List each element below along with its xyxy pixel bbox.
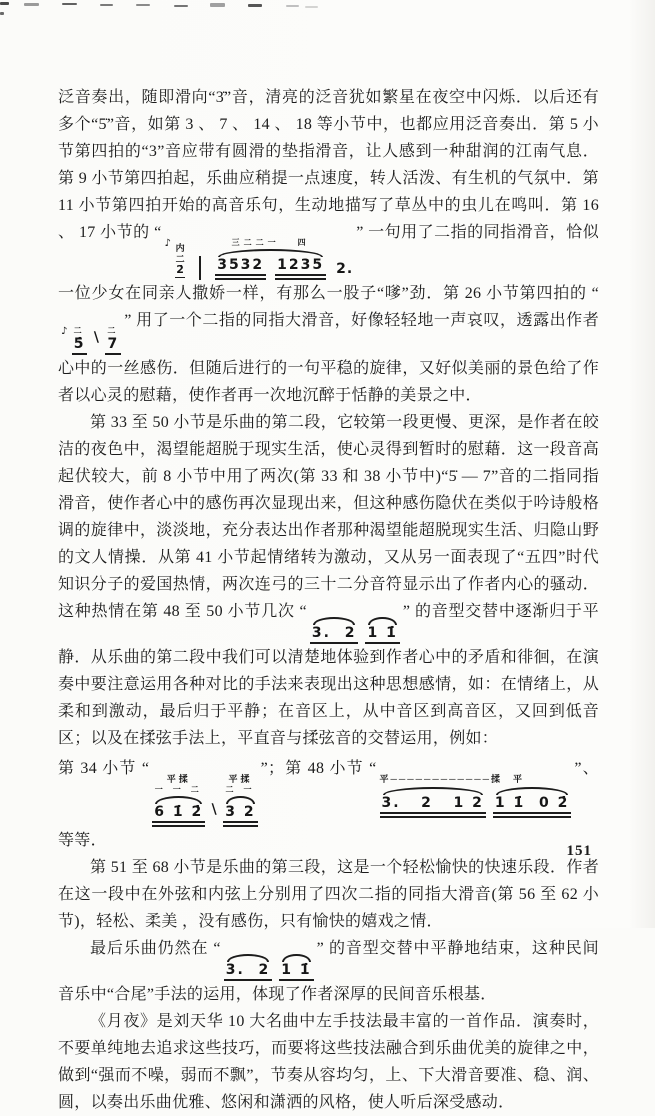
notation-notes: 3 2: [223, 805, 257, 823]
beam-line: [493, 815, 571, 818]
note-chunks: [223, 805, 257, 827]
notation-row: [61, 327, 121, 355]
notation-group: [310, 617, 359, 644]
notation-group: [152, 775, 205, 828]
text-run: 泛音奏出，随即滑向“3̇”音，清亮的泛音犹如繁星在夜空中闪烁．以后还有多个“5̇”音，如第 3 、 7 、 14 、 18 等小节中，也都应用泛音奏出．第 5 小节第四拍的“3”音应带有圆滑的垫指滑音，让人感到一种甜润的江南气息．第 9 小节第四拍起，乐曲应稍提一点速度，转人活泼、有生机的气氛中．第 11 小节第四拍开始的高音乐句，生动地描写了草丛中的虫儿在鸣叫．第 16 、 17 小节的 “: [58, 89, 599, 241]
scan-artifact: [174, 5, 188, 7]
scan-artifact: [210, 3, 225, 7]
beam-line: [215, 277, 266, 280]
notation-row: [224, 954, 314, 981]
grace-note-icon: ♪: [61, 325, 68, 337]
notation-row: [152, 775, 257, 828]
slur-arc: [226, 796, 254, 804]
fingering-marks: 二: [73, 325, 86, 335]
notation-row: [165, 239, 354, 280]
notation-chunk: [152, 805, 205, 827]
beam-line: [380, 815, 486, 818]
notation-chunk: [380, 796, 486, 818]
note-chunks: [215, 258, 326, 280]
music-notation: [61, 327, 121, 355]
text-run: ”；第 48 小节 “: [260, 759, 377, 777]
string-finger-stack: [175, 243, 185, 279]
notation-note: 2.: [336, 260, 354, 277]
beam-line: [223, 824, 257, 827]
notation-row: [310, 617, 400, 644]
notation-group: [380, 787, 486, 818]
slur-arc: [282, 954, 310, 962]
music-notation: [152, 775, 257, 828]
music-notation: [224, 954, 314, 981]
music-notation: [380, 775, 572, 818]
slur-arc: [227, 954, 270, 962]
text-run: 最后乐曲仍然在 “: [90, 940, 221, 958]
scan-artifact: [0, 2, 9, 5]
stack-row: 2̇: [176, 263, 185, 277]
text-run: ” 用了一个二指的同指大滑音，好像轻轻地一声哀叹，透露出作者心中的一丝感伤．但随后进行的一句平稳的旋律，又好似美丽的景色给了作者以心灵的慰藉，使作者再一次地沉醉于恬静的美景之中．: [58, 311, 599, 404]
vibrato-label: 平────────────揉 平: [379, 773, 525, 784]
note-chunks: [279, 963, 313, 981]
scan-artifact: [286, 5, 299, 7]
notation-notes: 6 1̇ 2̇: [152, 805, 205, 823]
notation-group: [215, 239, 326, 280]
slide-down-mark: ∖: [91, 329, 102, 346]
note-chunks: [152, 805, 205, 827]
notation-chunk: [493, 796, 571, 818]
text-run: 第 34 小节 “: [58, 759, 150, 777]
note-chunks: [224, 963, 273, 981]
notation-notes: 3. 2: [224, 963, 273, 981]
notation-chunk: [223, 805, 257, 827]
text-body: [58, 84, 599, 1116]
scan-artifact: [248, 4, 262, 7]
notation-group: [493, 787, 571, 818]
paragraph: [58, 84, 599, 409]
slur-arc: [218, 249, 323, 257]
text-run: ” 的音型交替中逐渐归于平静．从乐曲的第二段中我们可以清楚地体验到作者心中的矛盾和徘徊，在演奏中要注意运用各种对比的手法来表现出这种思想感情，如：在情绪上，从柔和到激动，最后归于平静；在音区上，从中音区到高音区，又回到低音区；以及在揉弦手法上，平直音与揉弦音的交替运用，例如：: [58, 602, 599, 747]
note-chunks: [72, 337, 88, 355]
beam-line: [275, 277, 326, 280]
notation-chunk: [365, 626, 399, 644]
notation-group: [105, 327, 121, 355]
notation-notes: 3. 2: [310, 626, 359, 644]
notation-notes: 1 1̇ 0 2̇: [493, 796, 571, 814]
grace-note-icon: ♪: [164, 238, 172, 249]
paragraph: [58, 935, 599, 1008]
notation-chunk: [72, 337, 88, 355]
music-notation: [310, 617, 400, 644]
slur-arc: [313, 617, 356, 625]
notation-notes: 1 1̇: [365, 626, 399, 644]
notation-chunk: [224, 963, 273, 981]
notation-chunk: [105, 337, 121, 355]
vibrato-label: 平揉: [228, 773, 253, 784]
notation-group: [223, 775, 257, 828]
notation-row: [380, 787, 572, 818]
fingering-marks: 一 一 二: [154, 785, 203, 795]
fingering-marks: 二: [107, 325, 120, 335]
text-run: ” 的音型交替中平静地结束，这种民间音乐中“合尾”手法的运用，体现了作者深厚的民间音乐根基．: [58, 940, 599, 1004]
notation-chunk: [310, 626, 359, 644]
slide-down-mark: ∖: [209, 802, 220, 819]
scan-artifact: [62, 3, 77, 5]
stack-row: 二: [175, 253, 185, 264]
paragraph: [58, 409, 599, 752]
vibrato-label: 平揉: [166, 773, 191, 784]
notation-group: [365, 617, 399, 644]
text-run: ”、等等．: [58, 759, 599, 850]
slur-arc: [496, 787, 568, 795]
text-run: ” 一句用了二指的同指滑音，恰似一位少女在同亲人撒娇一样，有那么一股子“嗲”劲．第 26 小节第四拍的 “: [58, 224, 599, 302]
slur-arc: [155, 796, 202, 804]
notation-notes: 3532: [215, 258, 266, 276]
beam-line: [152, 824, 205, 827]
notation-notes: 3. 2 1 2: [380, 796, 486, 814]
slur-arc: [383, 787, 483, 795]
notation-chunk: [275, 258, 326, 280]
note-chunks: [365, 626, 399, 644]
notation-chunk: [215, 258, 266, 280]
scan-artifact: [305, 6, 318, 8]
scan-artifact: [0, 12, 4, 15]
scan-artifact: [100, 4, 113, 6]
notation-group: [72, 327, 88, 355]
text-run: 第 51 至 68 小节是乐曲的第三段，这是一个轻松愉快的快速乐段．作者在这一段中在外弦和内弦上分别用了四次二指的同指大滑音(第 56 至 62 小节)，轻松、柔美 ，没有感伤，只有愉快的嬉戏之情．: [58, 859, 599, 931]
barline: [199, 256, 201, 280]
slur-arc: [368, 617, 396, 625]
note-chunks: [105, 337, 121, 355]
page-number: 151: [566, 843, 592, 859]
notation-notes: 7: [105, 337, 121, 355]
scan-artifact: [24, 3, 39, 6]
paragraph: [58, 854, 599, 935]
notation-notes: 1 1̇: [279, 963, 313, 981]
notation-chunk: [279, 963, 313, 981]
paragraph: [58, 1008, 599, 1116]
stack-row: 内: [175, 243, 185, 254]
note-chunks: [493, 796, 571, 818]
text-run: 第 33 至 50 小节是乐曲的第二段，它较第一段更慢、更深，是作者在皎洁的夜色中，渴望能超脱于现实生活，使心灵得到暂时的慰藉．这一段音高起伏较大，前 8 小节中用了两次(第 33 和 38 小节中)“5̇ — 7”音的二指同指滑音，使作者心中的感伤再次显现出来，但这种感伤隐伏在类似于吟诗般格调的旋律中，淡淡地，充分表达出作者那种渴望能超脱现实生活、归隐山野的文人情操．从第 41 小节起情绪转为激动，又从另一面表现了“五四”时代知识分子的爱国热情，两次连弓的三十二分音符显示出了作者内心的骚动．这种热情在第 48 至 50 小节几次 “: [58, 413, 599, 620]
text-run: 《月夜》是刘天华 10 大名曲中左手技法最丰富的一首作品．演奏时，不要单纯地去追求这些技巧，而要将这些技法融合到乐曲优美的旋律之中，做到“强而不噪，弱而不飘”，节奏从容均匀，上、下大滑音要准、稳、润、圆，以奏出乐曲优雅、悠闲和潇洒的风格，使人听后深受感动．: [58, 1013, 599, 1112]
notation-notes: 5̇: [72, 337, 88, 355]
note-chunks: [380, 796, 486, 818]
scan-artifact: [136, 4, 150, 6]
music-notation: [165, 239, 354, 280]
fingering-marks: 二 一: [225, 785, 256, 795]
paragraph: [58, 755, 599, 855]
fingering-marks: 三二二一 四: [231, 238, 310, 247]
notation-group: [279, 954, 313, 981]
notation-notes: 1235: [275, 258, 326, 276]
notation-group: [224, 954, 273, 981]
note-chunks: [310, 626, 359, 644]
